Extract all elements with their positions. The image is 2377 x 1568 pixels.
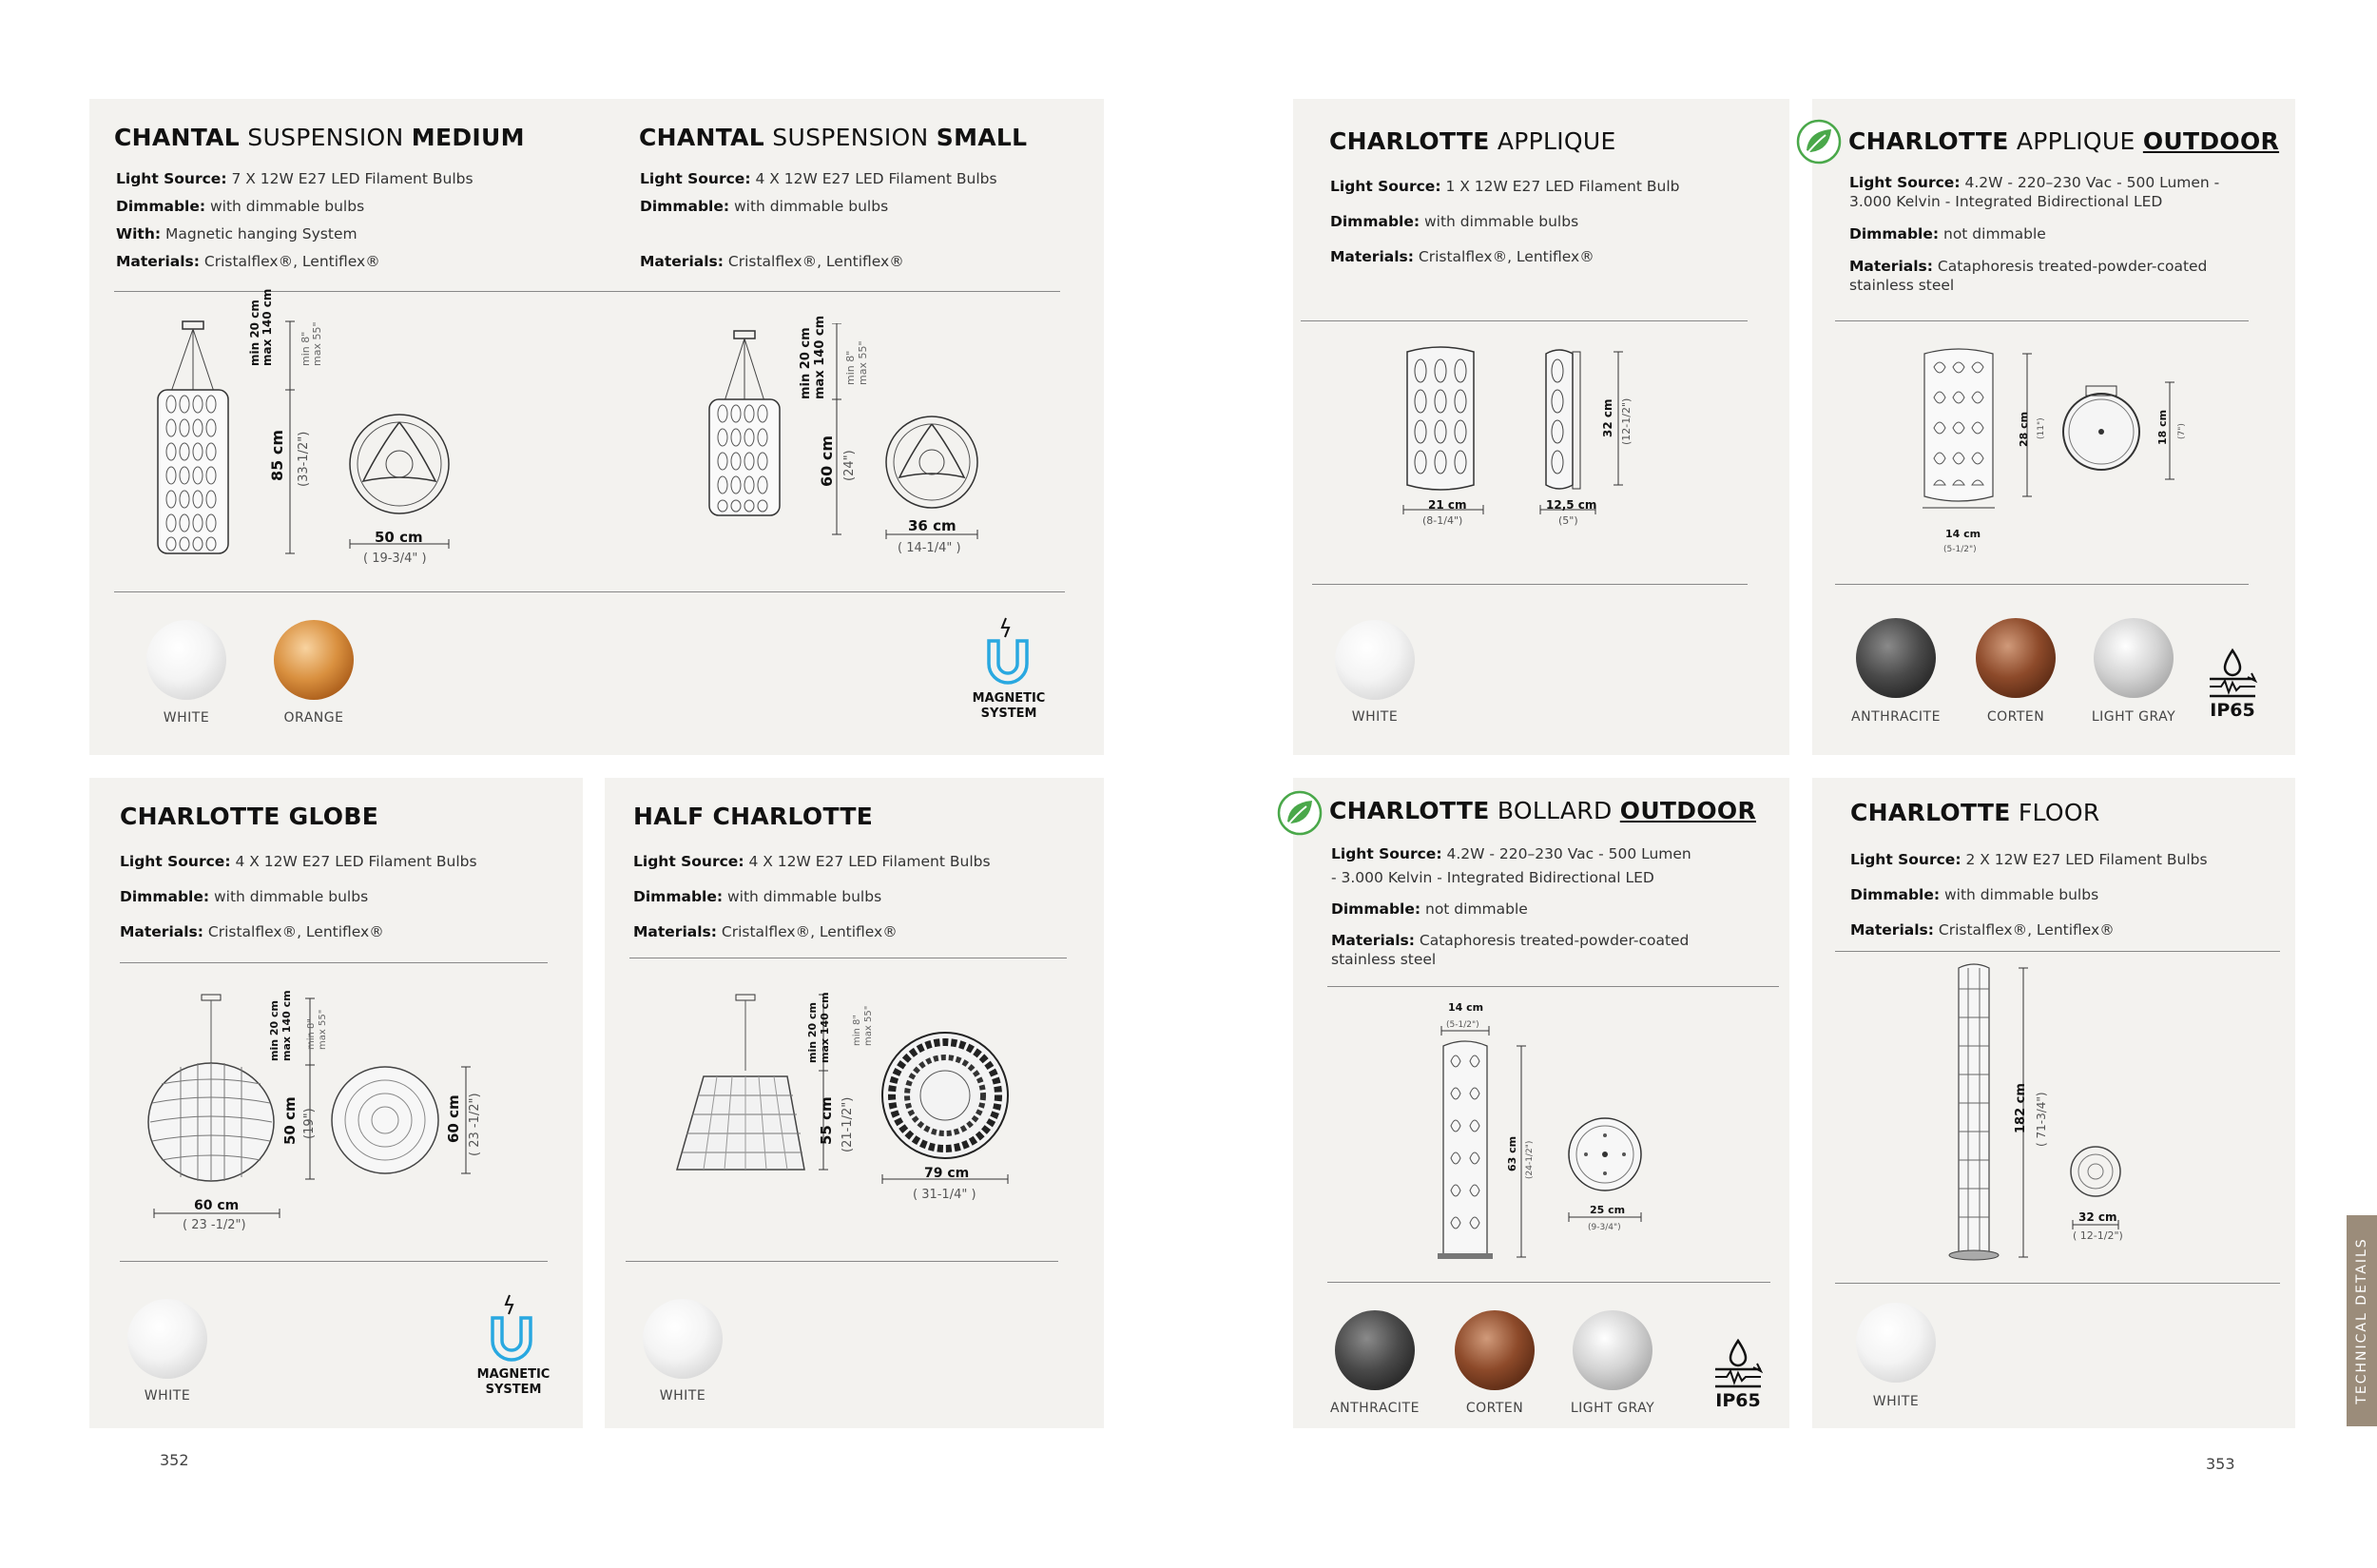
product-title: CHARLOTTE GLOBE	[120, 803, 379, 830]
dim-width-cm: 21 cm	[1428, 498, 1467, 512]
page-number-left: 352	[160, 1451, 189, 1469]
dim-height-cm: 63 cm	[1506, 1135, 1518, 1171]
swatch-anthracite[interactable]	[1856, 618, 1936, 698]
dim-depth-in: (7")	[2177, 423, 2187, 439]
swatch-white[interactable]	[643, 1299, 723, 1379]
magnetic-label: MAGNETIC SYSTEM	[476, 1367, 551, 1397]
divider	[1835, 1283, 2280, 1284]
swatch-white[interactable]	[1335, 620, 1415, 700]
product-specs: Light Source: 4 X 12W E27 LED Filament Bulbs Dimmable: with dimmable bulbs Materials: Cristalflex®, Lentiflex®	[640, 170, 997, 270]
dim-cable-cm: min 20 cm max 140 cm	[268, 990, 293, 1061]
dim-height-in: ( 71-3/4")	[2035, 1092, 2048, 1147]
eco-leaf-icon	[1276, 789, 1324, 837]
dim-cable-cm: min 20 cm max 140 cm	[806, 992, 831, 1063]
swatch-label: ANTHRACITE	[1330, 1401, 1420, 1416]
product-specs: Light Source: 4.2W - 220–230 Vac - 500 Lumen - 3.000 Kelvin - Integrated Bidirectional LED Dimmable: not dimmable Materials: Cataphoresis treated-powder-coated stainless steel	[1331, 845, 1691, 968]
dim-width-cm: 36 cm	[908, 517, 957, 534]
page-number-right: 353	[2206, 1455, 2235, 1473]
product-specs: Light Source: 4 X 12W E27 LED Filament Bulbs Dimmable: with dimmable bulbs Materials: Cristalflex®, Lentiflex®	[633, 853, 991, 940]
dim-width-in: (8-1/4")	[1422, 514, 1463, 527]
dim-height-cm: 50 cm	[281, 1096, 299, 1145]
dim-height-in: (24")	[842, 450, 857, 481]
ip-rating: IP65	[1715, 1390, 1761, 1411]
swatch-label: WHITE	[1872, 1394, 1920, 1409]
dim-top-cm: 14 cm	[1448, 1001, 1484, 1014]
product-specs: Light Source: 7 X 12W E27 LED Filament Bulbs Dimmable: with dimmable bulbs With: Magnetic hanging System Materials: Cristalflex®, Lentiflex®	[116, 170, 473, 270]
swatch-orange[interactable]	[274, 620, 354, 700]
swatch-label: CORTEN	[1465, 1401, 1524, 1416]
dim-width-in: (9-3/4")	[1588, 1223, 1621, 1232]
product-specs: Light Source: 1 X 12W E27 LED Filament Bulb Dimmable: with dimmable bulbs Materials: Cristalflex®, Lentiflex®	[1330, 178, 1680, 265]
product-specs: Light Source: 4.2W - 220–230 Vac - 500 Lumen - 3.000 Kelvin - Integrated Bidirectional LED Dimmable: not dimmable Materials: Cataphoresis treated-powder-coated stainless steel	[1849, 174, 2220, 294]
dim-depth-cm: 12,5 cm	[1546, 498, 1597, 512]
dim-width-in: ( 23 -1/2")	[183, 1218, 246, 1232]
swatch-label: ORANGE	[283, 710, 344, 726]
swatch-corten[interactable]	[1976, 618, 2056, 698]
product-title: CHANTAL SUSPENSION MEDIUM	[114, 124, 525, 151]
dim-width-cm: 79 cm	[924, 1166, 970, 1181]
dim-height-in: (11")	[2037, 417, 2046, 439]
dim-width-cm: 50 cm	[375, 529, 423, 546]
dim-width-cm: 14 cm	[1945, 528, 1981, 540]
swatch-label: WHITE	[144, 1388, 191, 1403]
magnet-icon	[979, 616, 1036, 687]
dim-height-in: (21-1/2")	[841, 1096, 855, 1152]
eco-leaf-icon	[1795, 118, 1843, 165]
swatch-label: LIGHT GRAY	[1570, 1401, 1655, 1416]
dim-width-cm: 25 cm	[1590, 1204, 1626, 1216]
dim-depth-cm: 18 cm	[2156, 409, 2169, 445]
dim-cable-cm: min 20 cm max 140 cm	[799, 315, 827, 399]
dim-cable-in: min 8" max 55"	[844, 340, 869, 385]
product-title: CHARLOTTE APPLIQUE OUTDOOR	[1848, 127, 2280, 155]
dim-width-in: ( 19-3/4" )	[363, 552, 427, 566]
product-specs: Light Source: 4 X 12W E27 LED Filament Bulbs Dimmable: with dimmable bulbs Materials: Cristalflex®, Lentiflex®	[120, 853, 477, 940]
ip-rating: IP65	[2210, 700, 2255, 721]
divider	[120, 1261, 548, 1262]
product-title: CHARLOTTE APPLIQUE	[1329, 127, 1616, 155]
swatch-corten[interactable]	[1455, 1310, 1535, 1390]
swatch-label: ANTHRACITE	[1851, 709, 1941, 725]
dim-cable-in: min 8" max 55"	[300, 321, 323, 366]
divider	[626, 1261, 1058, 1262]
swatch-white[interactable]	[127, 1299, 207, 1379]
dim-top-in: (5-1/2")	[1446, 1020, 1479, 1030]
dim-height-in: (33-1/2")	[297, 431, 311, 487]
swatch-light-gray[interactable]	[2094, 618, 2174, 698]
divider	[114, 591, 1065, 592]
swatch-light-gray[interactable]	[1573, 1310, 1652, 1390]
dim-width-in: (5-1/2")	[1943, 545, 1977, 554]
technical-details-tab[interactable]: TECHNICAL DETAILS	[2347, 1215, 2377, 1426]
divider	[1835, 584, 2249, 585]
divider	[1835, 320, 2249, 321]
swatch-label: CORTEN	[1986, 709, 2045, 725]
charlotte-applique-outdoor-drawing	[1911, 344, 2187, 515]
dim-cable-cm: min 20 cm max 140 cm	[248, 288, 274, 366]
divider	[1327, 1282, 1770, 1283]
divider	[120, 962, 548, 963]
dim-width-in: ( 31-1/4" )	[913, 1188, 976, 1202]
charlotte-bollard-drawing	[1426, 1008, 1673, 1274]
product-title: CHARLOTTE FLOOR	[1850, 799, 2100, 826]
product-specs: Light Source: 2 X 12W E27 LED Filament Bulbs Dimmable: with dimmable bulbs Materials: Cristalflex®, Lentiflex®	[1850, 851, 2208, 939]
magnetic-label: MAGNETIC SYSTEM	[972, 691, 1046, 721]
dim-depth-in: (5")	[1558, 514, 1578, 527]
swatch-label: WHITE	[659, 1388, 706, 1403]
product-title: HALF CHARLOTTE	[633, 803, 874, 830]
swatch-label: WHITE	[1351, 709, 1399, 725]
ip65-icon	[1711, 1337, 1765, 1390]
dim-height-cm: 85 cm	[268, 430, 286, 481]
dim-height-in: (24-1/2")	[1525, 1140, 1535, 1179]
swatch-white[interactable]	[146, 620, 226, 700]
product-title: CHANTAL SUSPENSION SMALL	[639, 124, 1028, 151]
dim-width-cm: 32 cm	[2078, 1210, 2117, 1224]
dim-depth-cm: 60 cm	[445, 1094, 462, 1143]
divider	[1327, 986, 1779, 987]
dim-height-cm: 28 cm	[2018, 411, 2030, 447]
swatch-white[interactable]	[1856, 1303, 1936, 1383]
dim-height-in: (19")	[302, 1108, 317, 1139]
product-title: CHARLOTTE BOLLARD OUTDOOR	[1329, 797, 1756, 824]
dim-cable-in: min 8" max 55"	[852, 1005, 874, 1046]
ip65-icon	[2206, 647, 2259, 700]
swatch-label: LIGHT GRAY	[2091, 709, 2176, 725]
dim-height-cm: 32 cm	[1601, 398, 1614, 437]
magnet-icon	[483, 1293, 540, 1364]
dim-depth-in: ( 23 -1/2")	[468, 1093, 482, 1156]
dim-height-cm: 55 cm	[818, 1096, 835, 1145]
divider	[1301, 320, 1748, 321]
dim-width-in: ( 14-1/4" )	[898, 541, 961, 555]
charlotte-globe-drawing	[143, 989, 523, 1227]
divider	[1312, 584, 1748, 585]
swatch-label: WHITE	[163, 710, 210, 726]
dim-height-in: (12-1/2")	[1620, 397, 1633, 445]
swatch-anthracite[interactable]	[1335, 1310, 1415, 1390]
dim-cable-in: min 8" max 55"	[306, 1009, 328, 1050]
divider	[1835, 951, 2280, 952]
dim-width-cm: 60 cm	[194, 1198, 240, 1213]
dim-width-in: ( 12-1/2")	[2073, 1229, 2123, 1242]
dim-height-cm: 60 cm	[818, 436, 836, 487]
dim-height-cm: 182 cm	[2014, 1083, 2028, 1133]
